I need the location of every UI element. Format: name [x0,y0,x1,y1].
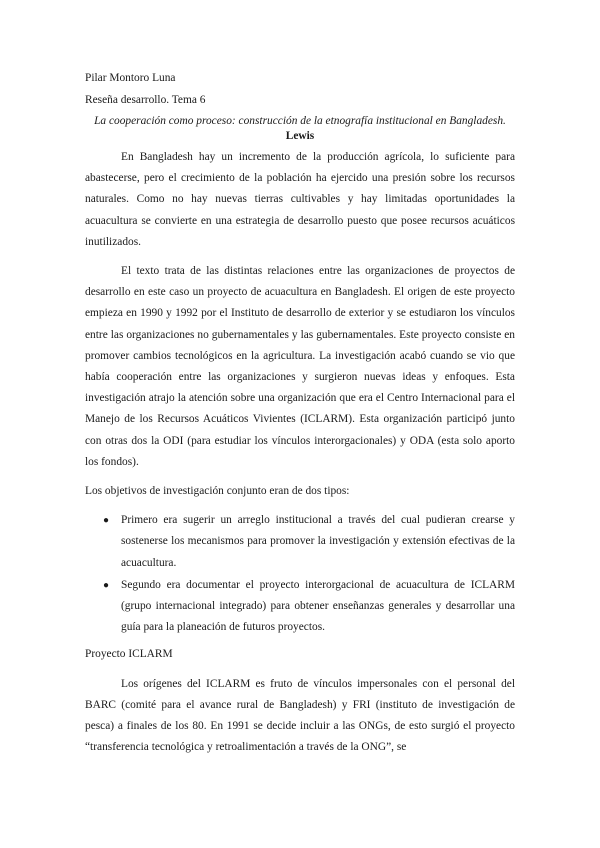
bullet-icon: ● [103,579,110,591]
title-author: Lewis [285,130,315,142]
objectives-intro: Los objetivos de investigación conjunto eran de dos tipos: [85,485,350,498]
paragraph: En Bangladesh hay un incremento de la producción agrícola, lo suficiente para abastecerse, pero el crecimiento de la población ha ejercido una presión sobre los recursos naturales. Como no hay nuevas tierras cultivables y hay limitadas oportunidades la acuacultura se convierte en una estrategia de desarrollo puesto que posee recursos acuáticos inutilizados. [85,151,515,248]
author-name: Pilar Montoro Luna [85,72,176,84]
section-heading: Proyecto ICLARM [85,648,173,661]
paragraph: El texto trata de las distintas relaciones entre las organizaciones de proyectos de desarrollo en este caso un proyecto de acuacultura en Bangladesh. El origen de este proyecto empieza en 1990 y 1992 por el Instituto de desarrollo de exterior y se estudiaron los vínculos entre las organizaciones no gubernamentales y las gubernamentales. Este proyecto consiste en promover cambios tecnológicos en la agricultura. La investigación acabó cuando se vio que había cooperación entre las organizaciones y surgieron nuevas ideas y enfoques. Esta investigación atrajo la atención sobre una organización que era el Centro Internacional para el Manejo de los Recursos Acuáticos Vivientes (ICLARM). Esta organización participó junto con otras dos la ODI (para estudiar los vínculos interorgacionales) y ODA (esta solo aporto los fondos). [85,265,515,468]
objective-text: Primero era sugerir un arreglo institucional a través del cual pudieran crearse y sostenerse los mecanismos para promover la investigación y extensión efectivas de la acuacultura. [121,514,515,569]
list-item [85,575,515,639]
subject-line: Reseña desarrollo. Tema 6 [85,94,206,106]
objective-text: Segundo era documentar el proyecto interorgacional de acuacultura de ICLARM (grupo internacional integrado) para obtener enseñanzas generales y desarrollar una guía para la planeación de futuros proyectos. [121,578,515,634]
objectives-list [85,510,515,638]
document-body [85,70,515,766]
list-item [85,510,515,574]
title-text: La cooperación como proceso: construcción de la etnografía institucional en Bangladesh. [94,115,506,127]
document-title [85,114,515,144]
paragraph: Los orígenes del ICLARM es fruto de vínculos impersonales con el personal del BARC (comité para el avance rural de Bangladesh) y FRI (instituto de investigación de pesca) a finales de los 80. En 1991 se decide incluir a las ONGs, de esto surgió el proyecto “transferencia tecnológica y retroalimentación a través de la ONG”, se [85,677,515,754]
bullet-icon: ● [103,515,110,527]
